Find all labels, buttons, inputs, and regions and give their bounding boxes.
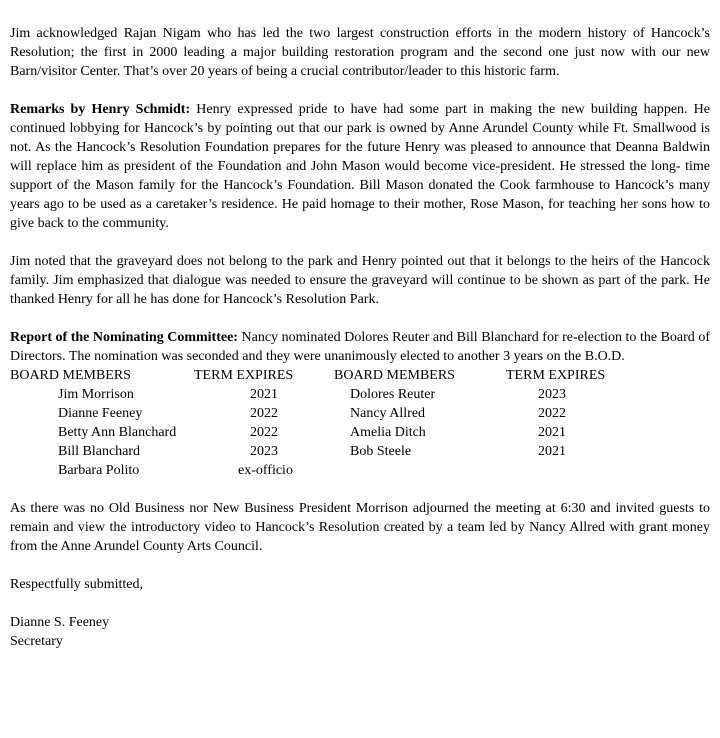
member-term: 2022 xyxy=(538,406,566,421)
member-term: 2023 xyxy=(250,444,278,459)
member-name: Barbara Polito xyxy=(58,463,140,478)
member-name: Bill Blanchard xyxy=(58,444,141,459)
member-name: Amelia Ditch xyxy=(350,425,426,440)
member-term: ex-officio xyxy=(238,463,293,478)
henry-remarks-body: Henry expressed pride to have had some part in making the new building happen. He continued lobbying for Hancock’s by pointing out that our park is owned by Anne Arundel County while Ft. Smallwood is not. As the Hancock’s Resolution Foundation prepares for the future Henry was pleased to announce that Deanna Baldwin will replace him as president of the Foundation and John Mason would become vice-president. He stressed the long- time support of the Mason family for the Hancock’s Foundation. Bill Mason donated the Cook farmhouse to Hancock’s many years ago to be used as a caretaker’s residence. He paid homage to their mother, Rose Mason, for teaching her sons how to give back to the community. xyxy=(10,102,710,231)
board-members-table xyxy=(10,366,710,480)
signature-title: Secretary xyxy=(10,634,63,649)
member-name: Jim Morrison xyxy=(58,387,134,402)
paragraph-henry-remarks xyxy=(10,100,710,233)
paragraph-nominating-committee xyxy=(10,328,710,366)
header-board-members-right: BOARD MEMBERS xyxy=(334,368,455,383)
member-name: Dolores Reuter xyxy=(350,387,436,402)
heading-henry-remarks: Remarks by Henry Schmidt: xyxy=(10,102,191,117)
paragraph-graveyard: Jim noted that the graveyard does not belong to the park and Henry pointed out that it belongs to the heirs of the Hancock family. Jim emphasized that dialogue was needed to ensure the graveyard will continue to be shown as part of the park. He thanked Henry for all he has done for Hancock’s Resolution Park. xyxy=(10,254,710,307)
member-name: Dianne Feeney xyxy=(58,406,143,421)
member-term: 2022 xyxy=(250,406,278,421)
member-name: Nancy Allred xyxy=(350,406,426,421)
member-term: 2023 xyxy=(538,387,566,402)
member-name: Bob Steele xyxy=(350,444,412,459)
closing-salutation: Respectfully submitted, xyxy=(10,577,143,592)
heading-nominating-committee: Report of the Nominating Committee: xyxy=(10,330,238,345)
nominating-committee-body: Nancy nominated Dolores Reuter and Bill Blanchard for re-election to the Board of Directors. The nomination was seconded and they were unanimously elected to another 3 years on the B.O.D. xyxy=(10,330,710,364)
header-board-members-left: BOARD MEMBERS xyxy=(10,368,131,383)
member-term: 2022 xyxy=(250,425,278,440)
paragraph-adjournment: As there was no Old Business nor New Business President Morrison adjourned the meeting at 6:30 and invited guests to remain and view the introductory video to Hancock’s Resolution created by a team led by Nancy Allred with grant money from the Anne Arundel County Arts Council. xyxy=(10,501,710,554)
member-term: 2021 xyxy=(538,444,566,459)
paragraph-rajan-nigam: Jim acknowledged Rajan Nigam who has led the two largest construction efforts in the modern history of Hancock’s Resolution; the first in 2000 leading a major building restoration program and the second one just now with our new Barn/visitor Center. That’s over 20 years of being a crucial contributor/leader to this historic farm. xyxy=(10,26,710,79)
header-term-expires-left: TERM EXPIRES xyxy=(194,368,294,383)
member-name: Betty Ann Blanchard xyxy=(58,425,177,440)
signature-name: Dianne S. Feeney xyxy=(10,615,110,630)
member-term: 2021 xyxy=(250,387,278,402)
member-term: 2021 xyxy=(538,425,566,440)
minutes-page xyxy=(10,24,710,651)
header-term-expires-right: TERM EXPIRES xyxy=(506,368,606,383)
